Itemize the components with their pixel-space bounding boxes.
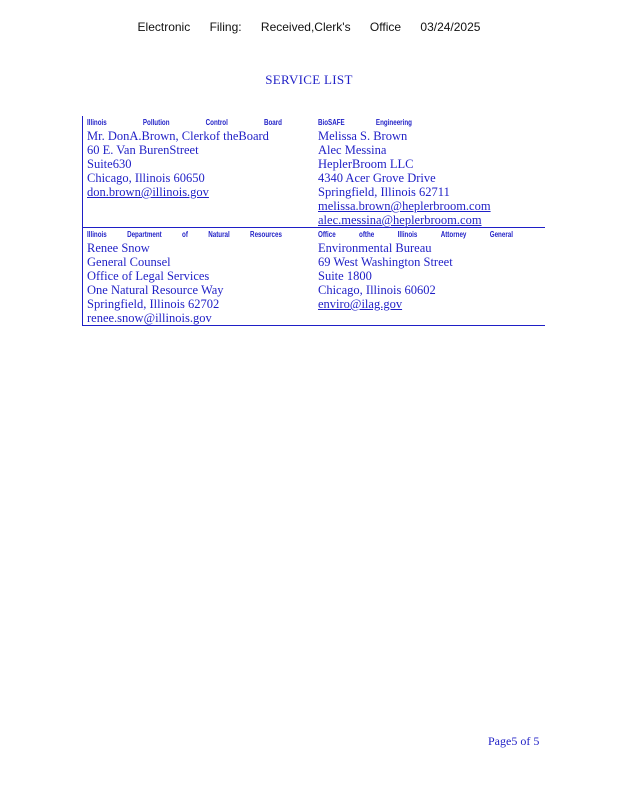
firm-name: HeplerBroom LLC [318, 157, 414, 171]
service-entry-attorney-general [314, 228, 545, 325]
service-entry-department-natural-resources [83, 228, 314, 325]
address-line: Office of Legal Services [87, 269, 210, 283]
address-line: 60 E. Van BurenStreet [87, 143, 199, 157]
email-link[interactable]: melissa.brown@heplerbroom.com [318, 199, 491, 213]
address-line: Chicago, Illinois 60602 [318, 283, 436, 297]
org-heading [318, 118, 451, 128]
address-line: Suite 1800 [318, 269, 372, 283]
org-word: Resources [250, 230, 282, 239]
org-heading [87, 230, 282, 240]
contact-name: Melissa S. Brown [318, 129, 408, 143]
org-word: of [182, 230, 188, 239]
org-word: Illinois [87, 118, 107, 127]
address-line: Suite630 [87, 157, 132, 171]
address-line: One Natural Resource Way [87, 283, 224, 297]
org-word: Natural [208, 230, 230, 239]
address-line: Springfield, Illinois 62702 [87, 297, 220, 311]
org-word: Attorney [440, 230, 467, 239]
service-entry-biosafe-engineering [314, 116, 545, 227]
org-word: BioSAFE [318, 118, 345, 127]
email-link[interactable]: enviro@ilag.gov [318, 297, 403, 311]
org-word: Control [205, 118, 228, 127]
email-link[interactable]: don.brown@illinois.gov [87, 185, 209, 199]
org-word: Pollution [142, 118, 170, 127]
filing-office: Office [369, 20, 402, 34]
email-link[interactable]: alec.messina@heplerbroom.com [318, 213, 482, 227]
address-line: 69 West Washington Street [318, 255, 453, 269]
filing-label: Filing: [209, 20, 242, 34]
address-line: Chicago, Illinois 60650 [87, 171, 205, 185]
org-word: Board [263, 118, 282, 127]
filing-electronic: Electronic [137, 20, 191, 34]
org-heading [318, 230, 513, 240]
filing-header [0, 20, 618, 34]
contact-name: Alec Messina [318, 143, 387, 157]
service-list-table [82, 116, 545, 326]
service-entry-pollution-control-board [83, 116, 314, 227]
org-word: General [489, 230, 513, 239]
org-heading [87, 118, 282, 128]
org-word: Illinois [397, 230, 418, 239]
contact-name: Mr. DonA.Brown, Clerkof theBoard [87, 129, 269, 143]
page-title: SERVICE LIST [265, 72, 353, 87]
filing-date: 03/24/2025 [420, 20, 481, 34]
email-text: renee.snow@illinois.gov [87, 311, 212, 325]
org-word: Department [127, 230, 162, 239]
org-word: ofthe [359, 230, 375, 239]
service-row [83, 116, 545, 228]
org-word: Office [318, 230, 336, 239]
service-row [83, 228, 545, 325]
org-word: Engineering [375, 118, 412, 127]
address-line: 4340 Acer Grove Drive [318, 171, 436, 185]
org-word: Illinois [87, 230, 107, 239]
page-number: Page5 of 5 [488, 734, 540, 748]
contact-name: Renee Snow [87, 241, 150, 255]
address-line: Springfield, Illinois 62711 [318, 185, 450, 199]
filing-received: Received,Clerk's [260, 20, 351, 34]
bureau-name: Environmental Bureau [318, 241, 432, 255]
contact-title: General Counsel [87, 255, 171, 269]
